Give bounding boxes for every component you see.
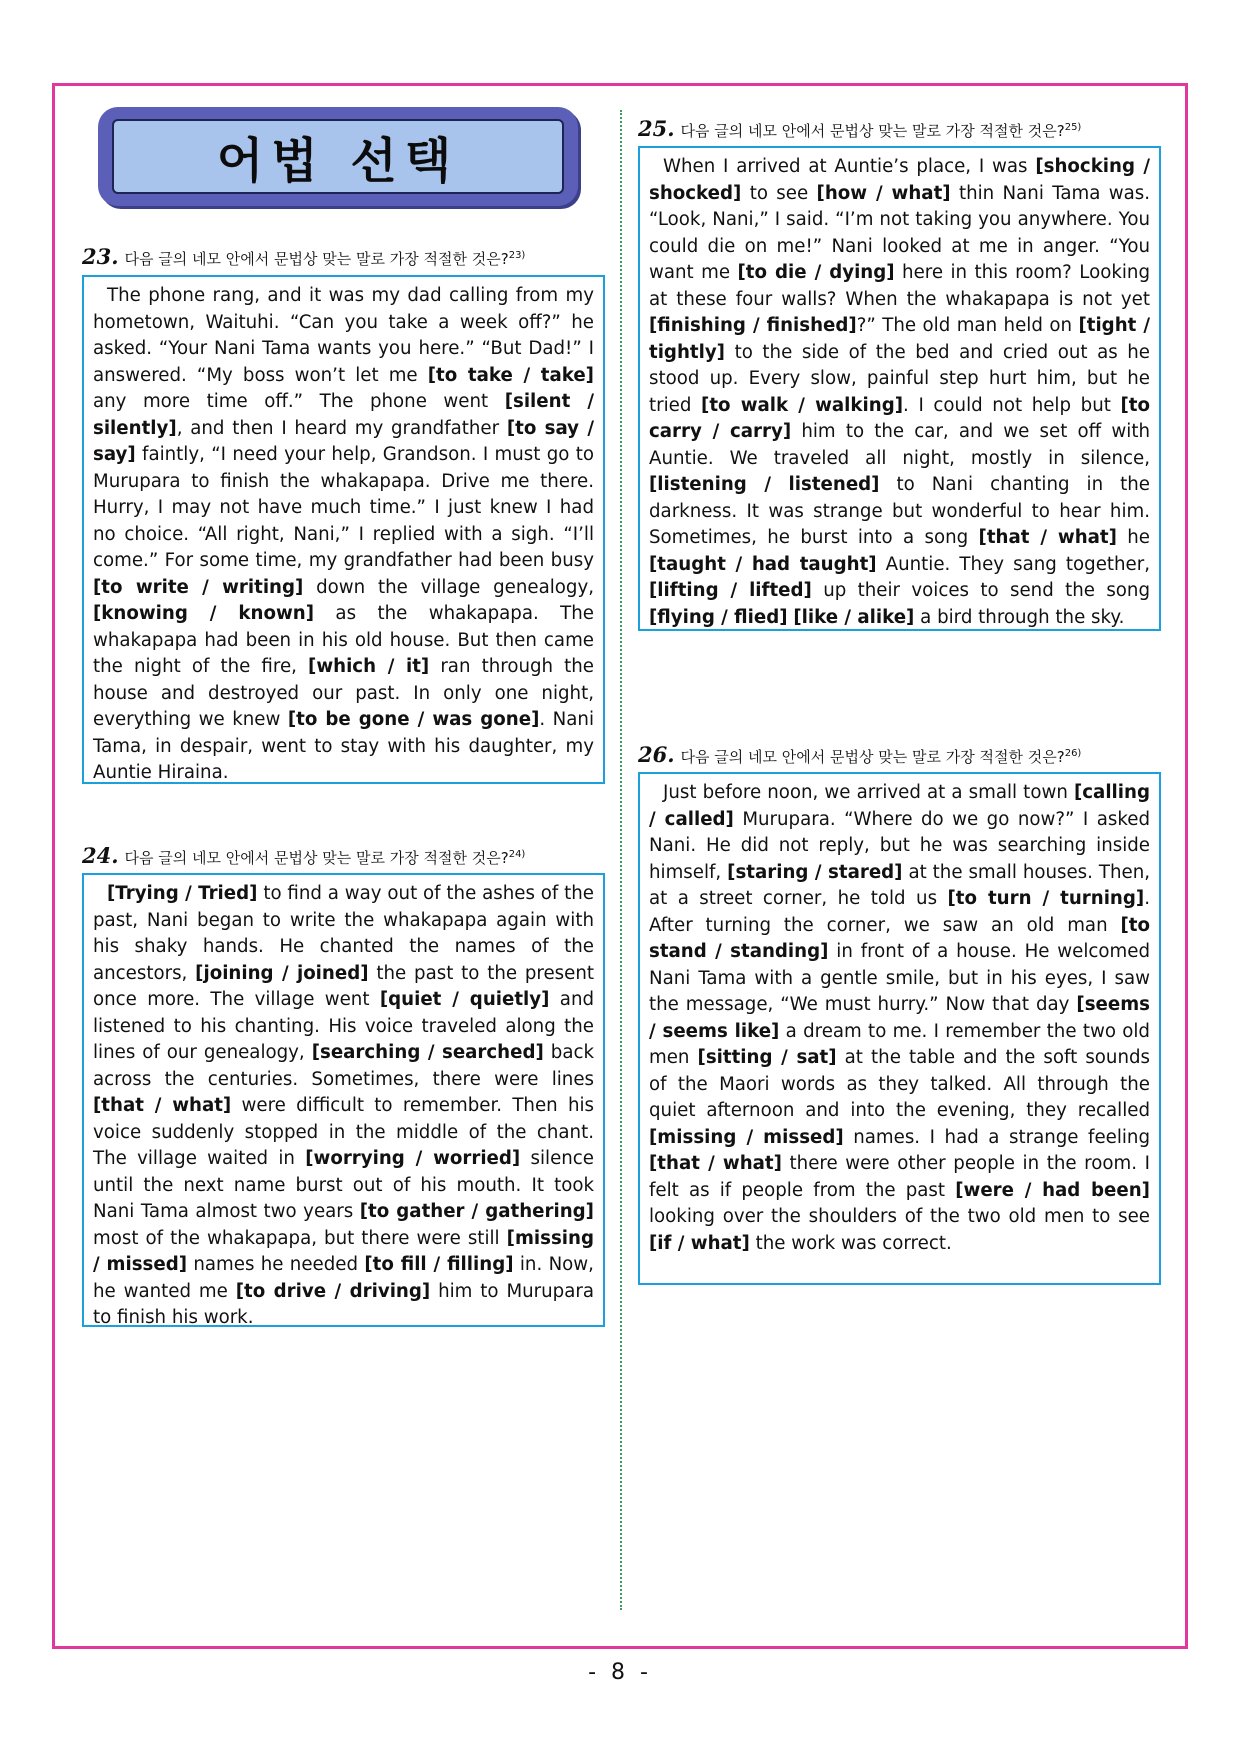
passage-text: the past to the present once more. The village went [93,962,595,1010]
passage-text: in front of a house. He welcomed Nani Tama with a gentle smile, but in his eyes, I saw the message, “We must hurry.” Now that day [649,941,1150,1015]
passage-text: to find a way out of the ashes of the past, Nani began to write the whakapapa again with his shaky hands. He chanted the names of the ancestors, [93,883,594,984]
grammar-choice: [missing / missed] [93,1227,594,1275]
passage-box-24 [82,873,605,1327]
passage-text: ?” The old man held on [856,315,1079,336]
page-number: - 8 - [588,1660,652,1685]
passage-box-25 [638,146,1161,631]
question-prompt: 다음 글의 네모 안에서 문법상 맞는 말로 가장 적절한 것은?$^{25)}$ [680,122,1082,140]
question-number: 26. [638,742,675,767]
passage-text: , and then I heard my grandfather [176,417,507,439]
grammar-choice: [listening / listened] [649,474,880,495]
passage-text: . After turning the corner, we saw an old man [649,888,1151,936]
passage-text: here in this room? Looking at these four walls? When the whakapapa is not yet [649,262,1150,310]
grammar-choice: [that / what] [93,1095,232,1116]
grammar-choice: [which / it] [308,656,430,677]
section-title-inner [112,119,564,194]
passage-text: as the whakapapa. The whakapapa had been in his old house. But then came the night of the fire, [93,603,594,677]
grammar-choice: [how / what] [816,182,951,204]
passage-text: The phone rang, and it was my dad calling from my hometown, Waituhi. “Can you take a week off?” he asked. “Your Nani Tama wants you here.” “But Dad!” I answered. “My boss won’t let me [93,285,594,386]
passage-text: a bird through the sky. [914,606,1125,628]
grammar-choice: [that / what] [978,527,1117,548]
passage-text: ran through the house and destroyed our past. In only one night, everything we knew [93,656,594,730]
passage-text: and listened to his chanting. His voice traveled along the lines of our genealogy, [93,989,595,1063]
footnote-marker: 26) [1064,748,1082,759]
question-prompt: 다음 글의 네모 안에서 문법상 맞는 말로 가장 적절한 것은?$^{23)}$ [124,250,526,268]
grammar-choice: [to die / dying] [737,262,895,283]
passage-text: names. I had a strange feeling [843,1126,1150,1148]
passage-text: Auntie. They sang together, [876,553,1150,575]
question-header-23 [82,244,525,269]
passage-text: to Nani chanting in the darkness. It was strange but wonderful to hear him. Sometimes, he burst into a song [649,474,1150,548]
grammar-choice: [to drive / driving] [235,1280,431,1302]
passage-box-23 [82,275,605,784]
footnote-marker: 23) [508,250,526,261]
grammar-choice: [finishing / finished] [649,315,857,336]
section-title-banner [98,107,578,206]
passage-text: to the side of the bed and cried out as he stood up. Every slow, painful step hurt him, but he tried [649,341,1150,416]
grammar-choice: [that / what] [649,1153,782,1174]
grammar-choice: [to carry / carry] [649,394,1150,442]
question-prompt: 다음 글의 네모 안에서 문법상 맞는 말로 가장 적절한 것은?$^{26)}$ [680,748,1082,766]
passage-text: silence until the next name burst out of his mouth. It took Nani Tama almost two years [93,1148,594,1222]
passage-text: back across the centuries. Sometimes, there were lines [93,1042,594,1090]
grammar-choice: [seems / seems like] [649,994,1150,1042]
passage-text: a dream to me. I remember the two old men [649,1020,1150,1068]
grammar-choice: [Trying / Tried] [107,883,258,904]
grammar-choice: [to take / take] [427,364,594,386]
grammar-choice: [were / had been] [955,1179,1150,1201]
passage-text: down the village genealogy, [303,576,594,598]
passage-text: thin Nani Tama was. “Look, Nani,” I said. “I’m not taking you anywhere. You could die on me!” Nani looked at me in anger. “You want me [649,182,1150,283]
grammar-choice: [tight / tightly] [649,315,1150,363]
question-header-25 [638,116,1081,141]
passage-text: were difficult to remember. Then his voice suddenly stopped in the middle of the chant. The village waited in [93,1095,594,1169]
passage-text: most of the whakapapa, but there were still [93,1227,507,1249]
passage-text: any more time off.” The phone went [93,391,505,412]
question-number: 23. [82,244,119,269]
grammar-choice: [calling / called] [649,782,1150,830]
grammar-choice: [to gather / gathering] [359,1201,594,1222]
grammar-choice: [lifting / lifted] [649,580,812,601]
passage-text: the work was correct. [749,1232,952,1254]
section-title: 어법 선택 [216,133,460,189]
passage-text: him to Murupara to finish his work. [93,1280,594,1328]
grammar-choice: [worrying / worried] [305,1148,521,1169]
question-header-24 [82,843,525,868]
grammar-choice: [missing / missed] [649,1126,844,1148]
passage-text: When I arrived at Auntie’s place, I was [663,156,1036,177]
grammar-choice: [quiet / quietly] [379,989,550,1010]
footnote-marker: 25) [1064,122,1082,133]
passage-text: at the small houses. Then, at a street corner, he told us [649,861,1151,909]
grammar-choice: [like / alike] [793,606,915,628]
footnote-marker: 24) [508,849,526,860]
grammar-choice: [to write / writing] [93,576,304,598]
passage-text: up their voices to send the song [811,580,1151,601]
passage-text: . Nani Tama, in despair, went to stay with his daughter, my Auntie Hiraina. [93,709,594,783]
passage-text: faintly, “I need your help, Grandson. I must go to Murupara to finish the whakapapa. Drive me there. Hurry, I may not have much time.” I just knew I had no choice. “All right, Nani,” I replied with a sigh. “I’ll come.” For some time, my grandfather had been busy [93,444,594,571]
passage-box-26 [638,772,1161,1285]
grammar-choice: [to turn / turning] [947,888,1145,909]
grammar-choice: [knowing / known] [93,603,315,624]
passage-text: names he needed [187,1254,365,1275]
passage-text: . I could not help but [903,394,1121,416]
grammar-choice: [searching / searched] [311,1042,544,1063]
grammar-choice: [to stand / standing] [649,914,1150,962]
grammar-choice: [flying / flied] [649,606,788,628]
passage-text: at the table and the soft sounds of the Maori words as they talked. All through the quiet afternoon and into the evening, they recalled [649,1047,1151,1121]
passage-text: him to the car, and we set off with Auntie. We traveled all night, mostly in silence, [649,421,1150,469]
question-number: 24. [82,843,119,868]
column-divider [620,110,622,1610]
question-prompt: 다음 글의 네모 안에서 문법상 맞는 말로 가장 적절한 것은?$^{24)}$ [124,849,526,867]
grammar-choice: [to fill / filling] [364,1254,514,1275]
grammar-choice: [to be gone / was gone] [287,709,540,730]
question-number: 25. [638,116,675,141]
grammar-choice: [joining / joined] [195,962,369,984]
passage-text: Murupara. “Where do we go now?” I asked Nani. He did not reply, but he was searching inside himself, [649,808,1150,883]
passage-text: there were other people in the room. I felt as if people from the past [649,1153,1150,1201]
passage-text: he [1116,527,1150,548]
grammar-choice: [staring / stared] [727,861,903,883]
grammar-choice: [sitting / sat] [697,1047,837,1068]
question-header-26 [638,742,1081,767]
passage-text: in. Now, he wanted me [93,1254,594,1302]
grammar-choice: [to walk / walking] [701,394,904,416]
grammar-choice: [if / what] [649,1232,750,1254]
grammar-choice: [shocking / shocked] [649,156,1150,204]
passage-text: looking over the shoulders of the two old men to see [649,1206,1150,1227]
grammar-choice: [taught / had taught] [649,553,877,575]
grammar-choice: [silent / silently] [93,391,594,439]
passage-text: Just before noon, we arrived at a small town [663,782,1074,803]
grammar-choice: [to say / say] [93,417,594,465]
passage-text: to see [741,182,817,204]
